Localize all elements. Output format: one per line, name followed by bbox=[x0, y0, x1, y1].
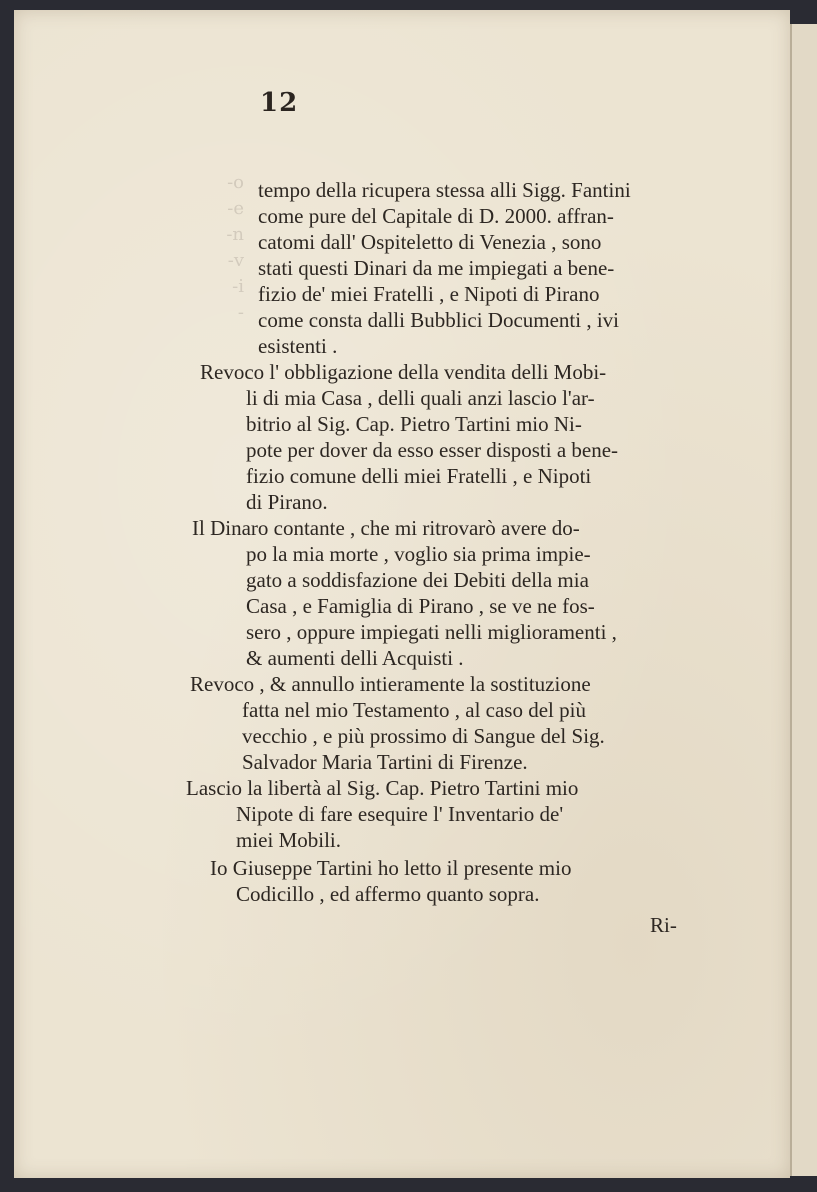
text-line: stati questi Dinari da me impiegati a bene- bbox=[258, 256, 615, 280]
text-line: Nipote di fare esequire l' Inventario de' bbox=[236, 802, 564, 826]
text-line: fizio comune delli miei Fratelli , e Nipoti bbox=[246, 464, 592, 488]
catchword: Ri- bbox=[650, 913, 677, 937]
text-line: di Pirano. bbox=[246, 490, 328, 514]
text-line: Il Dinaro contante , che mi ritrovarò avere do- bbox=[192, 516, 580, 540]
text-line: Codicillo , ed affermo quanto sopra. bbox=[236, 882, 540, 906]
text-line: Revoco l' obbligazione della vendita delli Mobi- bbox=[200, 360, 607, 384]
text-line: sero , oppure impiegati nelli miglioramenti , bbox=[246, 620, 617, 644]
text-line: li di mia Casa , delli quali anzi lascio l'ar- bbox=[246, 386, 595, 410]
text-line: & aumenti delli Acquisti . bbox=[246, 646, 464, 670]
text-line: Casa , e Famiglia di Pirano , se ve ne fos- bbox=[246, 594, 595, 618]
text-line: fatta nel mio Testamento , al caso del più bbox=[242, 698, 586, 722]
text-line: Io Giuseppe Tartini ho letto il presente mio bbox=[210, 856, 572, 880]
book-page bbox=[14, 10, 790, 1178]
text-line: come consta dalli Bubblici Documenti , ivi bbox=[258, 308, 620, 332]
text-line: fizio de' miei Fratelli , e Nipoti di Pirano bbox=[258, 282, 600, 306]
text-line: po la mia morte , voglio sia prima impie- bbox=[246, 542, 591, 566]
text-line: Revoco , & annullo intieramente la sostituzione bbox=[190, 672, 591, 696]
text-line: gato a soddisfazione dei Debiti della mia bbox=[246, 568, 589, 592]
text-line: tempo della ricupera stessa alli Sigg. Fantini bbox=[258, 178, 631, 202]
text-line: catomi dall' Ospiteletto di Venezia , sono bbox=[258, 230, 602, 254]
facing-page-edge bbox=[790, 24, 817, 1176]
show-through-marks: -o -e -n -v -i - bbox=[226, 172, 244, 323]
text-line: vecchio , e più prossimo di Sangue del Sig. bbox=[242, 724, 605, 748]
text-line: Lascio la libertà al Sig. Cap. Pietro Tartini mio bbox=[186, 776, 579, 800]
page-number: 12 bbox=[260, 88, 299, 118]
text-line: esistenti . bbox=[258, 334, 338, 358]
text-line: come pure del Capitale di D. 2000. affran- bbox=[258, 204, 614, 228]
text-line: bitrio al Sig. Cap. Pietro Tartini mio Ni- bbox=[246, 412, 582, 436]
text-line: miei Mobili. bbox=[236, 828, 341, 852]
text-line: Salvador Maria Tartini di Firenze. bbox=[242, 750, 528, 774]
text-line: pote per dover da esso esser disposti a bene- bbox=[246, 438, 619, 462]
